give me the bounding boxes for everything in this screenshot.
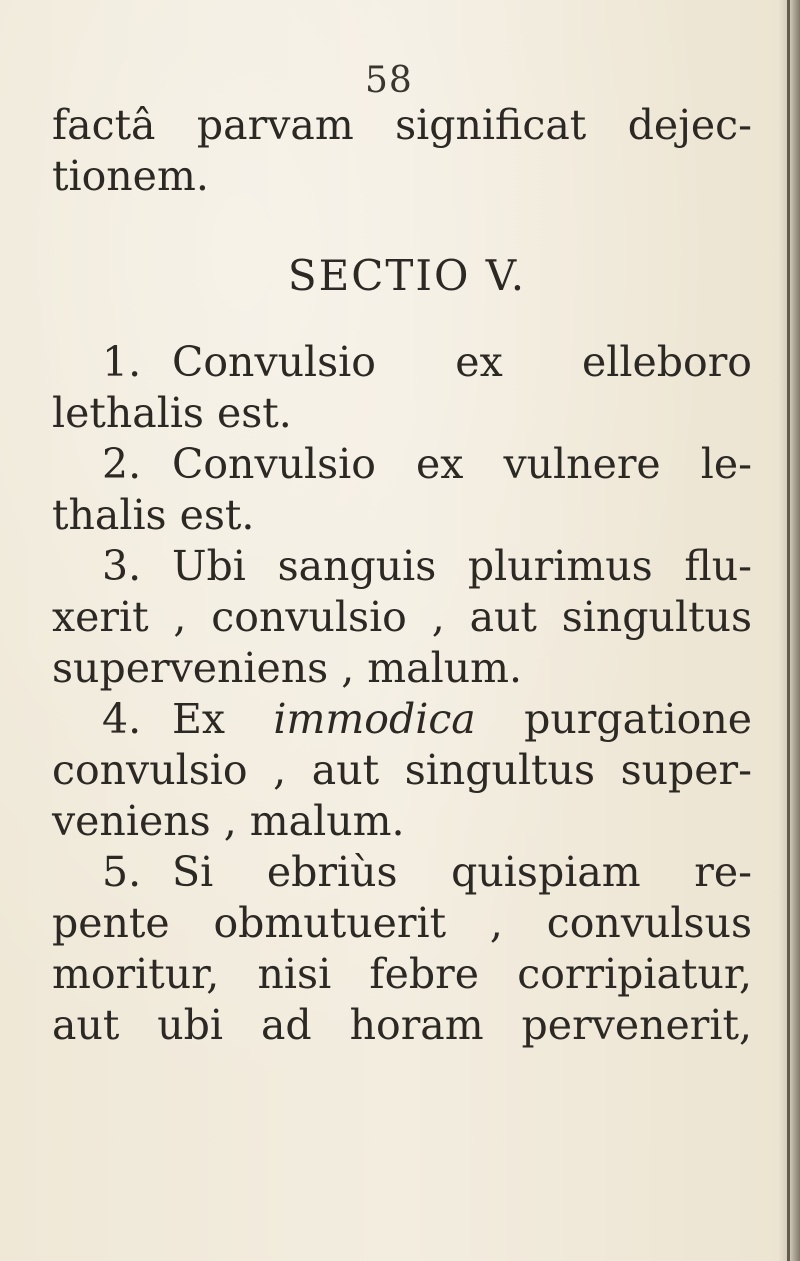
aphorism-3-line-2: xerit , convulsio , aut singultus: [52, 593, 752, 641]
aphorism-text: Convulsio ex vulnere le-: [172, 440, 752, 488]
aphorism-5-line-3: moritur, nisi febre corripiatur,: [52, 950, 752, 998]
aphorism-5-line-4: aut ubi ad horam pervenerit,: [52, 1001, 752, 1049]
aphorism-4-line-3: veniens , malum.: [52, 797, 405, 845]
aphorism-4-line-1: [52, 694, 752, 745]
aphorism-text-part: Ex: [172, 695, 274, 743]
aphorism-1-line-1: [52, 337, 752, 388]
aphorism-1-line-2: lethalis est.: [52, 389, 292, 437]
aphorism-3-line-1: [52, 541, 752, 592]
aphorism-text: Ubi sanguis plurimus flu-: [172, 542, 752, 590]
aphorism-4-line-2: convulsio , aut singultus super-: [52, 746, 752, 794]
aphorism-number: 1.: [102, 338, 142, 386]
aphorism-number: 4.: [102, 695, 142, 743]
aphorism-5-line-1: [52, 847, 752, 898]
page-number: 58: [365, 60, 413, 101]
aphorism-5-line-2: pente obmutuerit , convulsus: [52, 899, 752, 947]
text-line: tionem.: [52, 152, 209, 200]
aphorism-text: Convulsio ex elleboro: [172, 338, 752, 386]
aphorism-number: 3.: [102, 542, 142, 590]
text-line: factâ parvam significat dejec-: [52, 101, 752, 149]
aphorism-3-line-3: superveniens , malum.: [52, 644, 523, 692]
aphorism-2-line-2: thalis est.: [52, 491, 255, 539]
aphorism-italic-word: immodica: [273, 695, 476, 743]
aphorism-2-line-1: [52, 439, 752, 490]
aphorism-number: 5.: [102, 848, 142, 896]
aphorism-text: [172, 695, 752, 743]
aphorism-number: 2.: [102, 440, 142, 488]
aphorism-text-part: purgatione: [475, 695, 752, 743]
aphorism-text: Si ebriùs quispiam re-: [172, 848, 752, 896]
page-text: [52, 100, 752, 1051]
page-edge-binding: [787, 0, 790, 1261]
section-title: SECTIO V.: [287, 251, 527, 300]
